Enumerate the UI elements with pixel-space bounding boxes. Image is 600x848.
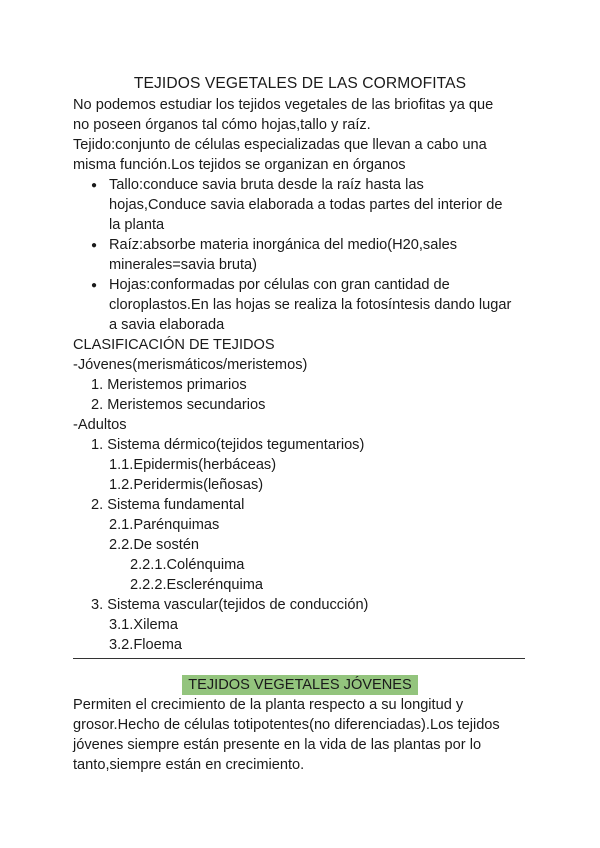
paragraph-line: tanto,siempre están en crecimiento. [73,757,305,773]
intro-line: Tejido:conjunto de células especializadas que llevan a cabo una [73,137,487,153]
paragraph-line: Permiten el crecimiento de la planta respecto a su longitud y [73,697,464,713]
list-subsubitem: 2.2.1.Colénquima [130,557,245,573]
list-subitem: 2.2.De sostén [109,537,200,553]
paragraph-line: jóvenes siempre están presente en la vida de las plantas por lo [73,737,482,753]
list-item: 3. Sistema vascular(tejidos de conducción) [91,597,369,613]
list-subitem: 3.1.Xilema [109,617,178,633]
horizontal-divider [73,658,525,659]
bullet-icon: ● [91,280,98,291]
bullet-line: a savia elaborada [109,317,225,333]
section-heading: TEJIDOS VEGETALES JÓVENES [188,677,412,693]
bullet-line: hojas,Conduce savia elaborada a todas partes del interior de [109,197,503,213]
list-item: 1. Meristemos primarios [91,377,247,393]
bullet-icon: ● [91,240,98,251]
bullet-line: Tallo:conduce savia bruta desde la raíz hasta las [109,177,424,193]
intro-line: misma función.Los tejidos se organizan en órganos [73,157,406,173]
list-subitem: 1.1.Epidermis(herbáceas) [109,457,277,473]
intro-line: no poseen órganos tal cómo hojas,tallo y raíz. [73,117,371,133]
adult-heading: -Adultos [73,417,127,433]
intro-line: No podemos estudiar los tejidos vegetales de las briofitas ya que [73,97,494,113]
bullet-line: la planta [109,217,165,233]
list-item: 2. Meristemos secundarios [91,397,266,413]
bullet-line: Hojas:conformadas por células con gran cantidad de [109,277,450,293]
list-subsubitem: 2.2.2.Esclerénquima [130,577,264,593]
list-subitem: 3.2.Floema [109,637,183,653]
page-title: TEJIDOS VEGETALES DE LAS CORMOFITAS [133,75,467,92]
list-item: 1. Sistema dérmico(tejidos tegumentarios) [91,437,365,453]
paragraph-line: grosor.Hecho de células totipotentes(no diferenciadas).Los tejidos [73,717,500,733]
bullet-line: Raíz:absorbe materia inorgánica del medio(H20,sales [109,237,457,253]
list-item: 2. Sistema fundamental [91,497,245,513]
young-heading: -Jóvenes(merismáticos/meristemos) [73,357,308,373]
list-subitem: 1.2.Peridermis(leñosas) [109,477,264,493]
classification-heading: CLASIFICACIÓN DE TEJIDOS [73,337,275,353]
bullet-line: cloroplastos.En las hojas se realiza la fotosíntesis dando lugar [109,297,512,313]
bullet-icon: ● [91,180,98,191]
bullet-line: minerales=savia bruta) [109,257,258,273]
list-subitem: 2.1.Parénquimas [109,517,220,533]
